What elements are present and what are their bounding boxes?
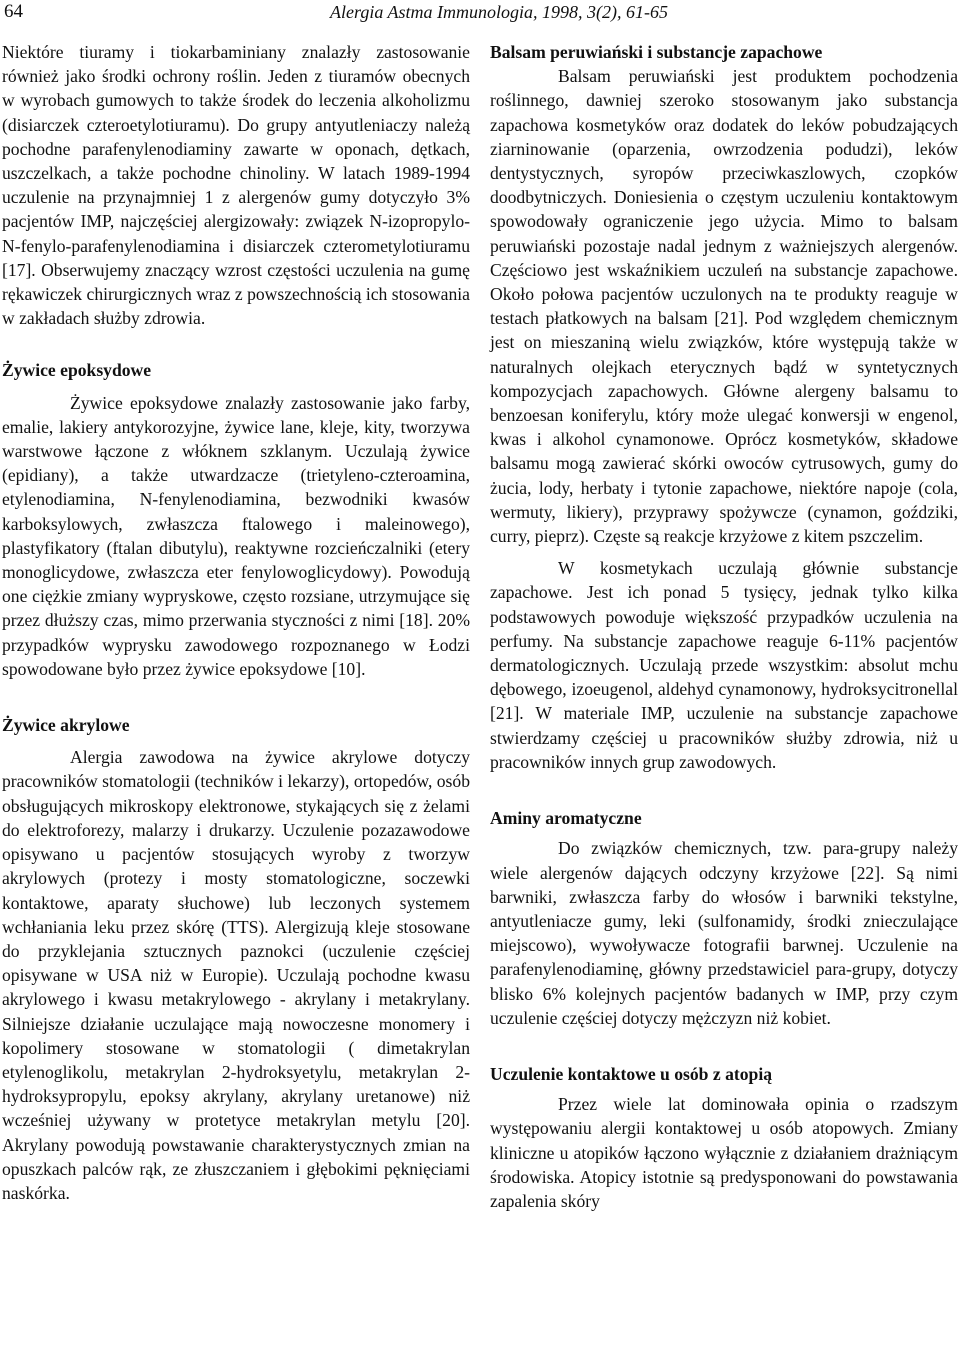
intro-paragraph: Niektóre tiuramy i tiokarbaminiany znalazły zastosowanie również jako środki ochrony roślin. Jeden z tiuramów obecnych w wyrobach gumowych to także środek do leczenia alkoholizmu (disiarczek czteroetylotiuramu). Do grupy antyutleniaczy należą pochodne parafenylenodiaminy zawarte w oponach, dętkach, uszczelkach, a także pochodne chinoliny. W latach 1989-1994 uczulenie na przynajmniej 1 z alergenów gumy dotyczyło 3% pacjentów IMP, najczęściej alergizowały: związek N-izopropylo-N-fenylo-parafenylenodiamina i disiarczek czterometylotiuramu [17]. Obserwujemy znaczący wzrost częstości uczulenia na gumę rękawiczek chirurgicznych wraz z powszechnością ich stosowania w zakładach służby zdrowia. [2,42,470,329]
left-column [2,40,470,1205]
epoxy-paragraph: Żywice epoksydowe znalazły zastosowanie jako farby, emalie, lakiery antykorozyjne, żywice lane, kleje, kity, tworzywa warstwowe łączone z włóknem szklanym. Uczulają żywice (epidiany), a także utwardzacze (trietyleno-czteroamina, etylenodiamina, N-fenylenodiamina, bezwodniki kwasów karboksylowych, zwłaszcza ftalowego i maleinowego), plastyfikatory (ftalan dibutylu), reaktywne rozcieńczalniki (etery monoglicydowe, zwłaszcza eter fenylowoglicydowy). Powodują one ciężkie zmiany wypryskowe, często rozsiane, utrzymujące się przez dłuższy czas, mimo przerwania styczności z nimi [18]. 20% przypadków wyprysku zawodowego rozpoznanego w Łodzi spowodowane było przez żywice epoksydowe [10]. [2,392,470,679]
balsam-paragraph: Balsam peruwiański jest produktem pochodzenia roślinnego, dawniej szeroko stosowanym jako substancja zapachowa kosmetyków oraz dodatek do leków pobudzających ziarninowanie (oparzenia, owrzodzenia podudzi), leków dentystycznych, syropów przeciwkaszlowych, czopków doodbytniczych. Doniesienia o częstym uczuleniu kontaktowym spowodowały ograniczenie jego użycia. Mimo to balsam peruwiański pozostaje nadal jednym z ważniejszych alergenów. Częściowo jest wskaźnikiem uczuleń na substancje zapachowe. Około połowa pacjentów uczulonych na te produkty reaguje w testach płatkowych na balsam [21]. Pod względem chemicznym jest on mieszaniną wielu związków, które występują także w naturalnych olejkach eterycznych bądź w syntetycznych kompozycjach zapachowych. Główne alergeny balsamu to benzoesan koniferylu, który może ulegać konwersji w engenol, kwas i alkohol cynamonowe. Oprócz kosmetyków, składowe balsamu mogą zawierać skórki owoców cytrusowych, gumy do żucia, lody, herbaty i tytonie zapachowe, niektóre napoje (cola, wermuty, likiery), przyprawy spożywcze (cynamon, goździki, curry, pieprz). Częste są reakcje krzyżowe z kitem pszczelim. [490,66,958,547]
amines-paragraph: Do związków chemicznych, tzw. para-grupy należy wiele alergenów dających odczyny krzyżowe [22]. Są nimi barwniki, zwłaszcza farby do włosów i barwniki tekstylne, antyutleniacze gumy, leki (sulfonamidy, środki znieczulające miejscowo), wywoływacze fotografii barwnej. Uczulenie na parafenylenodiaminę, główny przedstawiciel para-grupy, dotyczy blisko 6% kolejnych pacjentów badanych w IMP, przy czym uczulenie częściej dotyczy mężczyzn niż kobiet. [490,838,958,1028]
atopy-paragraph: Przez wiele lat dominowała opinia o rzadszym występowaniu alergii kontaktowej u osób atopowych. Zmiany kliniczne u atopików łączono wyłącznie z działaniem drażniącym środowiska. Atopicy istotnie są predysponowani do powstawania zapalenia skóry [490,1094,958,1211]
section-heading-atopy: Uczulenie kontaktowe u osób z atopią [490,1063,772,1084]
right-column [490,40,958,1213]
journal-citation: Alergia Astma Immunologia, 1998, 3(2), 61-65 [330,2,668,22]
section-heading-amines: Aminy aromatyczne [490,808,642,829]
cosmetics-paragraph: W kosmetykach uczulają głównie substancje zapachowe. Jest ich ponad 5 tysięcy, jednak tylko kilka podstawowych powoduje większość przypadków uczulenia na perfumy. Na substancje zapachowe reaguje 6-11% pacjentów dermatologicznych. Uczulają przede wszystkim: absolut mchu dębowego, izoeugenol, aldehyd cynamonowy, hydroksycitronellal [21]. W materiale IMP, uczulenie na substancje zapachowe stwierdzamy częściej u pracowników służby zdrowia, niż u pracowników innych grup zawodowych. [490,558,958,772]
section-heading-epoxy: Żywice epoksydowe [2,360,152,381]
section-heading-acrylic: Żywice akrylowe [2,715,130,736]
acrylic-paragraph: Alergia zawodowa na żywice akrylowe dotyczy pracowników stomatologii (techników i lekarzy), ortopedów, osób obsługujących mikroskopy elektronowe, stykających się z żelami do elektroforezy, malarzy i drukarzy. Uczulenie pozazawodowe opisywano u pacjentów stosujących wyroby z tworzyw akrylowych (protezy i mosty stomatologiczne, soczewki kontaktowe, aparaty słuchowe) lub leczonych systemem wchłaniania leku przez skórę (TTS). Alergizują kleje stosowane do przyklejania sztucznych paznokci (uczulenie częściej opisywane w USA niż w Europie). Uczulają pochodne kwasu akrylowego i kwasu metakrylowego - akrylany i metakrylany. Silniejsze działanie uczulające mają nowoczesne monomery i kopolimery stosowane w stomatologii ( dimetakrylan etylenoglikolu, metakrylan 2-hydroksyetylu, metakrylan 2-hydroksypropylu, epoksy akrylany, akrylany uretanowe) niż wcześniej używany w protetyce metakrylan metylu [20]. Akrylany powodują powstawanie charakterystycznych zmian na opuszkach palców rąk, ze złuszczaniem i głębokimi pęknięciami naskórka. [2,747,470,1203]
page-number: 64 [4,1,23,22]
page-header [0,0,960,30]
section-heading-balsam: Balsam peruwiański i substancje zapachowe [490,42,823,62]
